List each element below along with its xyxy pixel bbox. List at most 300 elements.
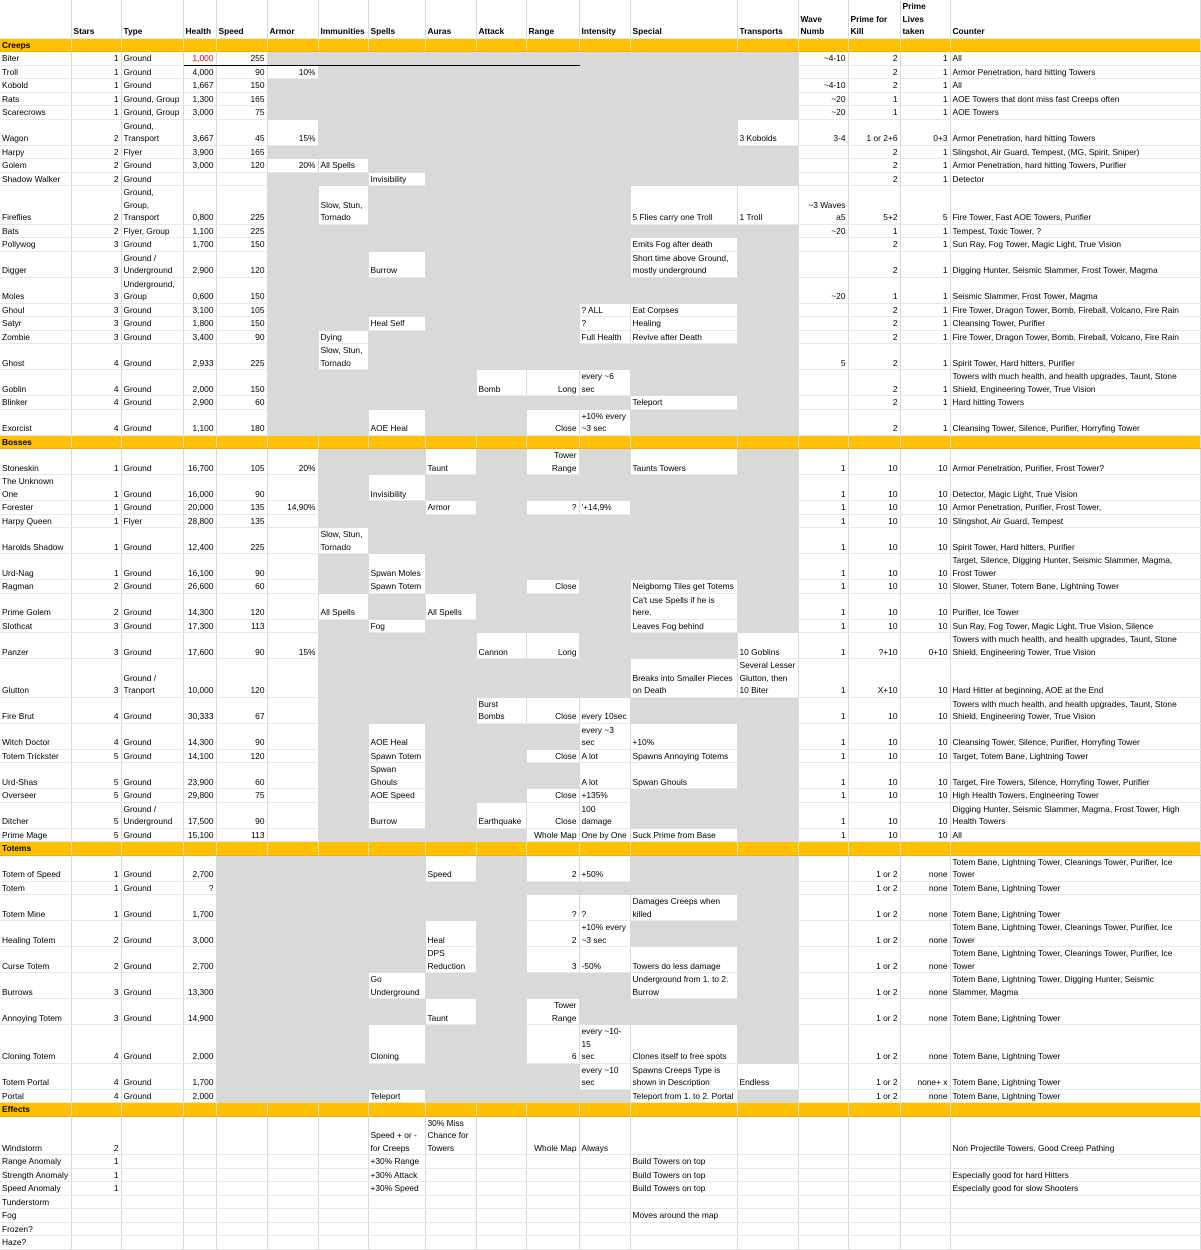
section-cell <box>798 1103 848 1117</box>
table-row <box>0 277 1200 303</box>
cell-prime-for-kill: 2 <box>848 330 900 344</box>
cell-auras <box>425 238 476 252</box>
cell-armor: 20% <box>267 159 318 173</box>
cell-range <box>526 238 579 252</box>
cell-special <box>630 1195 737 1209</box>
cell-stars: 1 <box>71 79 121 93</box>
cell-health: 1,100 <box>183 224 216 238</box>
cell-stars: 1 <box>71 895 121 921</box>
cell-health: 2,000 <box>183 1089 216 1103</box>
cell-stars: 3 <box>71 317 121 331</box>
cell-auras <box>425 409 476 435</box>
cell-name: Scarecrows <box>0 106 71 120</box>
cell-wave-number: ~20 <box>798 277 848 303</box>
cell-prime-lives-taken: 10 <box>900 789 950 803</box>
table-row <box>0 593 1200 619</box>
cell-wave-number <box>798 145 848 159</box>
cell-auras <box>425 619 476 633</box>
cell-transports <box>737 501 798 515</box>
table-row <box>0 1063 1200 1089</box>
cell-transports <box>737 1089 798 1103</box>
cell-auras: Taunt <box>425 999 476 1025</box>
cell-prime-for-kill: 10 <box>848 580 900 594</box>
cell-special <box>630 92 737 106</box>
cell-speed: 105 <box>216 449 267 475</box>
cell-spells <box>368 79 425 93</box>
cell-prime-lives-taken: 1 <box>900 303 950 317</box>
table-row <box>0 789 1200 803</box>
cell-wave-number <box>798 1182 848 1196</box>
cell-name: Curse Totem <box>0 947 71 973</box>
cell-speed <box>216 895 267 921</box>
cell-range <box>526 1195 579 1209</box>
cell-name: Harpy Queen <box>0 514 71 528</box>
cell-auras <box>425 802 476 828</box>
cell-speed <box>216 1155 267 1169</box>
cell-prime-for-kill <box>848 1236 900 1250</box>
cell-health <box>183 1236 216 1250</box>
cell-prime-lives-taken: 1 <box>900 224 950 238</box>
section-cell <box>183 38 216 52</box>
cell-armor <box>267 554 318 580</box>
cell-special: Emits Fog after death <box>630 238 737 252</box>
cell-speed: 165 <box>216 92 267 106</box>
cell-spells: Spwan Moles <box>368 554 425 580</box>
cell-immunities <box>318 501 368 515</box>
cell-prime-for-kill: 10 <box>848 763 900 789</box>
cell-immunities: All Spells <box>318 159 368 173</box>
section-cell <box>900 435 950 449</box>
cell-armor <box>267 973 318 999</box>
cell-type: Ground <box>121 52 183 66</box>
cell-prime-for-kill: 2 <box>848 370 900 396</box>
section-cell <box>476 1103 526 1117</box>
table-row <box>0 855 1200 881</box>
cell-range <box>526 1236 579 1250</box>
cell-prime-for-kill: 2 <box>848 159 900 173</box>
cell-auras <box>425 396 476 410</box>
cell-immunities <box>318 802 368 828</box>
section-cell <box>121 842 183 856</box>
cell-attack <box>476 789 526 803</box>
section-title: Effects <box>0 1103 71 1117</box>
cell-health: 0,800 <box>183 186 216 225</box>
cell-speed: 225 <box>216 344 267 370</box>
cell-auras <box>425 828 476 842</box>
cell-transports <box>737 79 798 93</box>
cell-prime-lives-taken: 10 <box>900 514 950 528</box>
section-title: Bosses <box>0 435 71 449</box>
section-header-effects <box>0 1103 1200 1117</box>
cell-attack <box>476 119 526 145</box>
cell-intensity: -50% <box>579 947 630 973</box>
cell-health: 17,300 <box>183 619 216 633</box>
cell-range: Close <box>526 697 579 723</box>
section-cell <box>950 1103 1200 1117</box>
cell-armor <box>267 659 318 698</box>
cell-attack <box>476 999 526 1025</box>
cell-health: 3,100 <box>183 303 216 317</box>
cell-immunities <box>318 251 368 277</box>
cell-range <box>526 763 579 789</box>
cell-immunities <box>318 317 368 331</box>
cell-stars: 1 <box>71 92 121 106</box>
cell-auras <box>425 554 476 580</box>
cell-auras: All Spells <box>425 593 476 619</box>
cell-speed: 255 <box>216 52 267 66</box>
cell-intensity: '+14,9% <box>579 501 630 515</box>
cell-prime-for-kill: 1 or 2 <box>848 921 900 947</box>
column-header-spells: Spells <box>368 0 425 38</box>
cell-type: Ground <box>121 789 183 803</box>
cell-type <box>121 1116 183 1155</box>
cell-name: Totem Portal <box>0 1063 71 1089</box>
cell-attack <box>476 895 526 921</box>
section-cell <box>579 38 630 52</box>
cell-auras <box>425 1195 476 1209</box>
cell-health: 3,000 <box>183 159 216 173</box>
cell-speed <box>216 172 267 186</box>
cell-armor <box>267 370 318 396</box>
cell-immunities <box>318 475 368 501</box>
cell-special <box>630 554 737 580</box>
cell-special: Eat Corpses <box>630 303 737 317</box>
cell-auras <box>425 1182 476 1196</box>
cell-armor <box>267 92 318 106</box>
cell-auras <box>425 580 476 594</box>
cell-auras: Speed <box>425 855 476 881</box>
cell-intensity: every 10sec <box>579 697 630 723</box>
cell-prime-lives-taken: none <box>900 855 950 881</box>
cell-type: Ground <box>121 449 183 475</box>
cell-attack <box>476 828 526 842</box>
cell-stars: 1 <box>71 855 121 881</box>
cell-speed: 120 <box>216 159 267 173</box>
section-cell <box>526 435 579 449</box>
cell-wave-number <box>798 895 848 921</box>
cell-transports <box>737 1222 798 1236</box>
cell-spells: Fog <box>368 619 425 633</box>
cell-spells <box>368 999 425 1025</box>
cell-name: Harpy <box>0 145 71 159</box>
cell-prime-for-kill: 1 or 2 <box>848 895 900 921</box>
cell-attack <box>476 1089 526 1103</box>
cell-type: Flyer <box>121 514 183 528</box>
cell-immunities <box>318 145 368 159</box>
cell-auras <box>425 344 476 370</box>
cell-stars: 2 <box>71 145 121 159</box>
cell-attack <box>476 1155 526 1169</box>
cell-immunities: Slow, Stun, Tornado <box>318 528 368 554</box>
cell-speed: 150 <box>216 370 267 396</box>
cell-immunities <box>318 999 368 1025</box>
cell-prime-lives-taken: 10 <box>900 828 950 842</box>
cell-prime-lives-taken: 1 <box>900 65 950 79</box>
cell-stars: 4 <box>71 697 121 723</box>
cell-immunities <box>318 921 368 947</box>
cell-prime-lives-taken: 0+10 <box>900 633 950 659</box>
column-header-armor: Armor <box>267 0 318 38</box>
cell-transports <box>737 172 798 186</box>
cell-immunities <box>318 224 368 238</box>
cell-immunities <box>318 449 368 475</box>
cell-stars <box>71 1195 121 1209</box>
cell-special <box>630 881 737 895</box>
table-row <box>0 396 1200 410</box>
cell-type <box>121 1195 183 1209</box>
cell-stars: 1 <box>71 65 121 79</box>
cell-spells <box>368 344 425 370</box>
cell-auras <box>425 514 476 528</box>
cell-health <box>183 1182 216 1196</box>
cell-armor <box>267 881 318 895</box>
cell-attack <box>476 1182 526 1196</box>
cell-counter: Totem Bane, Lightning Tower <box>950 1025 1200 1064</box>
cell-prime-for-kill: 10 <box>848 593 900 619</box>
cell-range <box>526 514 579 528</box>
cell-attack <box>476 1209 526 1223</box>
cell-immunities <box>318 370 368 396</box>
cell-intensity <box>579 528 630 554</box>
cell-prime-lives-taken <box>900 1168 950 1182</box>
cell-prime-for-kill: 10 <box>848 697 900 723</box>
cell-spells <box>368 1195 425 1209</box>
cell-counter: Towers with much health, and health upgrades, Taunt, Stone Shield, Engineering Tower, True Vision <box>950 697 1200 723</box>
cell-counter <box>950 1209 1200 1223</box>
cell-name: Glutton <box>0 659 71 698</box>
cell-armor <box>267 855 318 881</box>
cell-immunities <box>318 697 368 723</box>
cell-prime-for-kill: ?+10 <box>848 633 900 659</box>
cell-prime-lives-taken <box>900 1116 950 1155</box>
cell-special <box>630 65 737 79</box>
cell-armor <box>267 1209 318 1223</box>
section-header-creeps <box>0 38 1200 52</box>
cell-prime-for-kill: 1 <box>848 224 900 238</box>
cell-health: 15,100 <box>183 828 216 842</box>
cell-name: Fog <box>0 1209 71 1223</box>
section-cell <box>318 1103 368 1117</box>
table-row <box>0 501 1200 515</box>
cell-range <box>526 881 579 895</box>
cell-counter: Armor Penetration, hard hitting Towers, Purifier <box>950 159 1200 173</box>
cell-type: Ground <box>121 947 183 973</box>
cell-range: Close <box>526 409 579 435</box>
cell-intensity <box>579 514 630 528</box>
cell-special <box>630 528 737 554</box>
column-header-immunities: Immunities <box>318 0 368 38</box>
cell-immunities <box>318 749 368 763</box>
cell-spells <box>368 52 425 66</box>
cell-name: Ghost <box>0 344 71 370</box>
section-cell <box>121 435 183 449</box>
cell-range <box>526 1089 579 1103</box>
cell-health: 2,933 <box>183 344 216 370</box>
cell-name: Speed Anomaly <box>0 1182 71 1196</box>
cell-counter: Totem Bane, Lightning Tower, Digging Hunter, Seismic Slammer, Magma <box>950 973 1200 999</box>
cell-type <box>121 1209 183 1223</box>
cell-immunities <box>318 1209 368 1223</box>
cell-wave-number: 1 <box>798 723 848 749</box>
cell-counter: Towers with much health, and health upgrades, Taunt, Stone Shield, Engineering Tower, True Vision <box>950 370 1200 396</box>
cell-spells <box>368 828 425 842</box>
cell-wave-number <box>798 1195 848 1209</box>
cell-attack <box>476 1236 526 1250</box>
cell-stars: 4 <box>71 344 121 370</box>
cell-range <box>526 251 579 277</box>
cell-immunities <box>318 303 368 317</box>
cell-spells: Spawn Totem <box>368 580 425 594</box>
cell-prime-lives-taken: 1 <box>900 277 950 303</box>
table-row <box>0 92 1200 106</box>
cell-range: Whole Map <box>526 828 579 842</box>
cell-intensity: A lot <box>579 763 630 789</box>
cell-armor <box>267 79 318 93</box>
cell-auras: 30% Miss Chance for Towers <box>425 1116 476 1155</box>
section-header-totems <box>0 842 1200 856</box>
cell-prime-lives-taken: 1 <box>900 52 950 66</box>
cell-counter: Sun Ray, Fog Tower, Magic Light, True Vision, Silence <box>950 619 1200 633</box>
cell-health: 16,700 <box>183 449 216 475</box>
cell-counter: Especially good for slow Shooters <box>950 1182 1200 1196</box>
cell-counter: High Health Towers, Engineering Tower <box>950 789 1200 803</box>
cell-transports <box>737 224 798 238</box>
cell-wave-number: ~20 <box>798 224 848 238</box>
cell-immunities <box>318 1236 368 1250</box>
section-cell <box>368 1103 425 1117</box>
cell-intensity: every ~6 sec <box>579 370 630 396</box>
cell-intensity: every ~10-15 sec <box>579 1025 630 1064</box>
cell-prime-lives-taken: none <box>900 881 950 895</box>
section-cell <box>425 38 476 52</box>
cell-attack <box>476 763 526 789</box>
section-cell <box>71 842 121 856</box>
cell-attack <box>476 317 526 331</box>
cell-transports <box>737 277 798 303</box>
cell-speed <box>216 1182 267 1196</box>
cell-attack <box>476 106 526 120</box>
cell-transports <box>737 697 798 723</box>
cell-type: Ground <box>121 501 183 515</box>
cell-prime-for-kill: 1 or 2 <box>848 1025 900 1064</box>
cell-counter: AOE Towers that dont miss fast Creeps often <box>950 92 1200 106</box>
cell-stars <box>71 1209 121 1223</box>
table-row <box>0 251 1200 277</box>
cell-prime-lives-taken: 10 <box>900 593 950 619</box>
cell-armor <box>267 224 318 238</box>
cell-type: Ground <box>121 895 183 921</box>
cell-armor <box>267 580 318 594</box>
cell-auras <box>425 881 476 895</box>
cell-special: Underground from 1. to 2. Burrow <box>630 973 737 999</box>
cell-intensity <box>579 973 630 999</box>
cell-prime-lives-taken: none <box>900 1089 950 1103</box>
cell-name: Kobold <box>0 79 71 93</box>
section-cell <box>121 1103 183 1117</box>
cell-special: Leaves Fog behind <box>630 619 737 633</box>
cell-transports <box>737 921 798 947</box>
cell-health: 14,300 <box>183 723 216 749</box>
cell-intensity: A lot <box>579 749 630 763</box>
cell-intensity: every ~10 sec <box>579 1063 630 1089</box>
cell-attack <box>476 92 526 106</box>
column-header-auras: Auras <box>425 0 476 38</box>
cell-armor <box>267 1182 318 1196</box>
cell-attack <box>476 593 526 619</box>
section-cell <box>737 38 798 52</box>
cell-special: Moves around the map <box>630 1209 737 1223</box>
cell-stars: 1 <box>71 501 121 515</box>
cell-name: Witch Doctor <box>0 723 71 749</box>
cell-speed <box>216 999 267 1025</box>
cell-stars: 1 <box>71 1155 121 1169</box>
cell-stars: 4 <box>71 409 121 435</box>
cell-armor <box>267 921 318 947</box>
cell-stars: 1 <box>71 449 121 475</box>
cell-auras <box>425 92 476 106</box>
cell-intensity <box>579 593 630 619</box>
cell-transports <box>737 947 798 973</box>
cell-name: Rats <box>0 92 71 106</box>
cell-immunities: All Spells <box>318 593 368 619</box>
cell-counter: Slingshot, Air Guard, Tempest <box>950 514 1200 528</box>
cell-type: Ground <box>121 593 183 619</box>
cell-speed: 120 <box>216 593 267 619</box>
cell-name: Urd-Shas <box>0 763 71 789</box>
cell-speed: 60 <box>216 763 267 789</box>
section-cell <box>71 1103 121 1117</box>
cell-transports <box>737 580 798 594</box>
table-row <box>0 1089 1200 1103</box>
cell-immunities <box>318 238 368 252</box>
section-cell <box>368 435 425 449</box>
cell-immunities <box>318 763 368 789</box>
cell-prime-for-kill: 2 <box>848 396 900 410</box>
cell-special: Revive after Death <box>630 330 737 344</box>
cell-attack <box>476 749 526 763</box>
cell-armor <box>267 789 318 803</box>
cell-name: Ditcher <box>0 802 71 828</box>
cell-transports <box>737 1236 798 1250</box>
cell-stars: 2 <box>71 224 121 238</box>
table-row <box>0 1195 1200 1209</box>
cell-health <box>183 1209 216 1223</box>
cell-attack <box>476 947 526 973</box>
cell-wave-number: ~4-10 <box>798 52 848 66</box>
cell-wave-number: 1 <box>798 449 848 475</box>
cell-stars: 4 <box>71 370 121 396</box>
cell-type: Ground <box>121 528 183 554</box>
cell-type: Ground <box>121 396 183 410</box>
cell-name: Range Anomaly <box>0 1155 71 1169</box>
cell-counter: Non Projectile Towers. Good Creep Pathing <box>950 1116 1200 1155</box>
cell-prime-lives-taken: 5 <box>900 186 950 225</box>
cell-prime-lives-taken: none <box>900 999 950 1025</box>
cell-intensity: every ~3 sec <box>579 723 630 749</box>
cell-counter: Seismic Slammer, Frost Tower, Magma <box>950 277 1200 303</box>
cell-counter: Totem Bane, Lightning Tower <box>950 1089 1200 1103</box>
cell-prime-lives-taken: 10 <box>900 619 950 633</box>
cell-wave-number: 1 <box>798 554 848 580</box>
cell-health: 30,333 <box>183 697 216 723</box>
cell-spells <box>368 277 425 303</box>
cell-range: Close <box>526 789 579 803</box>
cell-transports <box>737 593 798 619</box>
cell-prime-for-kill: 2 <box>848 145 900 159</box>
cell-intensity <box>579 224 630 238</box>
cell-transports <box>737 251 798 277</box>
cell-spells <box>368 396 425 410</box>
